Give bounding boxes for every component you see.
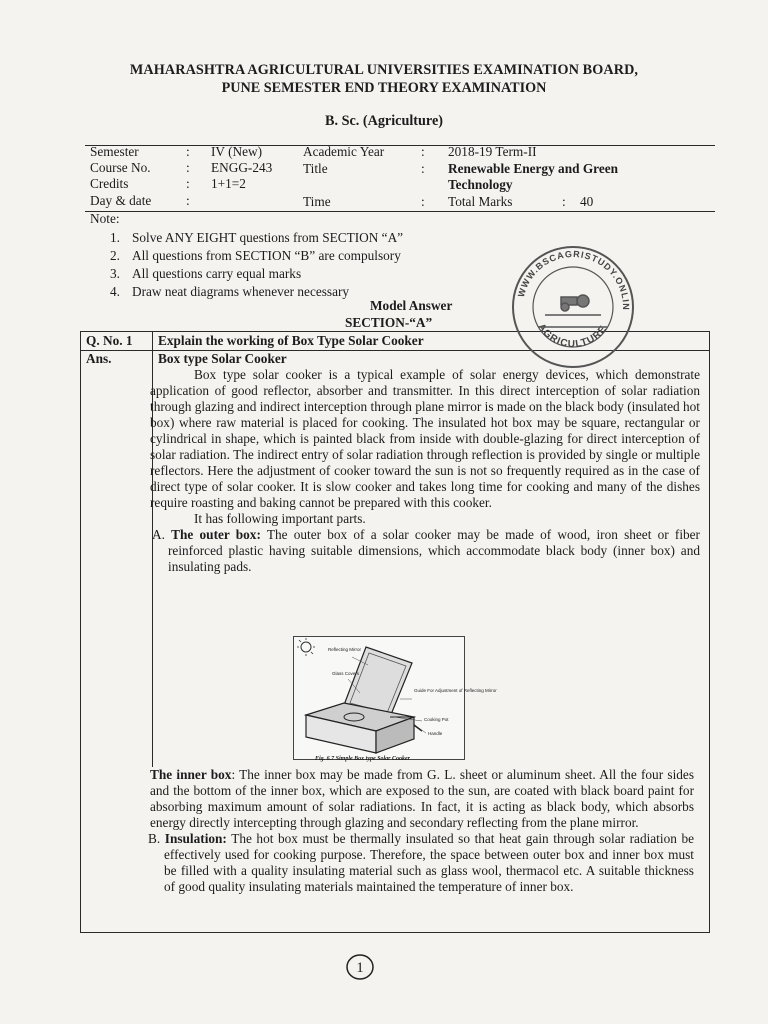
course-value: ENGG-243 xyxy=(211,160,273,175)
exam-title: PUNE SEMESTER END THEORY EXAMINATION xyxy=(221,80,547,96)
meta-bottom-rule xyxy=(85,211,715,212)
solar-cooker-figure xyxy=(293,636,497,760)
list-item: 3. All questions carry equal marks xyxy=(110,266,302,281)
svg-text:AGRICULTURE xyxy=(535,322,609,350)
answer-paragraph: Box type solar cooker is a typical example of solar energy devices, which demonstrate application of good reflector, absorber and transmitter. In this direct interception of solar radiation through glazing and indirect interception through plane mirror is made on the black body (insulated hot box) where raw material is placed for cooking. The insulated hot box may be square, rectangular or cylindrical in shape, which is painted black from inside with double-glazing for direct interception of solar radiation. The indirect entry of solar radiation through reflection is provided by single or multiple reflectors. Here the adjustment of cooker toward the sun is not so frequently required as in the case of direct type of solar cooker. It is slow cooker and takes long time for cooking and many of the dishes require roasting and baking cannot be prepared with this cooker. xyxy=(150,367,700,510)
meta-top-rule xyxy=(85,145,715,146)
page-number xyxy=(345,952,375,982)
label-reflecting-mirror: Reflecting Mirror xyxy=(328,647,362,652)
semester-value: IV (New) xyxy=(211,144,263,159)
tractor-icon xyxy=(539,295,607,327)
stamp-text-top: WWW.BSCAGRISTUDY.ONLIN xyxy=(515,248,632,311)
bscagristudy-stamp xyxy=(509,243,637,371)
semester-label: Semester xyxy=(90,144,139,159)
course-title-line2: Technology xyxy=(448,177,513,192)
label-cooking-pot: Cooking Pot xyxy=(424,717,449,722)
handle xyxy=(414,725,422,731)
answer-heading: Box type Solar Cooker xyxy=(158,351,287,366)
list-item: 2. All questions from SECTION “B” are compulsory xyxy=(110,248,401,263)
part-a: A. The outer box: The outer box of a solar cooker may be made of wood, iron sheet or fiber reinforced plastic having suitable dimensions, which accommodate black body (inner box) and insulating pads. xyxy=(152,527,700,574)
credits-label: Credits xyxy=(90,176,129,191)
sun-icon xyxy=(301,642,311,652)
answer-body-continued xyxy=(88,767,694,895)
section-heading: SECTION-“A” xyxy=(345,315,433,330)
title-label: Title xyxy=(303,161,328,176)
course-title-line1: Renewable Energy and Green xyxy=(448,161,619,176)
inner-box-paragraph: The inner box: The inner box may be made from G. L. sheet or aluminum sheet. All the four sides and the bottom of the inner box, which are exposed to the sun, are coated with black board paint for absorbing maximum amount of solar radiations. In fact, it is acting as black body, which absorbs energy directly intercepting through glazing and secondary reflecting from the plane mirror. xyxy=(150,767,694,830)
time-label: Time xyxy=(303,194,331,209)
total-marks-value: 40 xyxy=(580,194,594,209)
part-b: B. Insulation: The hot box must be thermally insulated so that heat gain through solar radiation be effectively used for cooking purpose. Therefore, the space between outer box and inner box must be filled with a quality insulating material such as glass wool, thermacol etc. A suitable thickness of good quality insulating materials maintained the temperature of inner box. xyxy=(148,831,694,894)
label-handle: Handle xyxy=(428,731,443,736)
meta-colon: : xyxy=(562,194,566,209)
answer-label: Ans. xyxy=(86,351,112,366)
figure-caption: Fig. 6.7 Simple Box type Solar Cooker xyxy=(315,756,411,762)
model-answer-heading: Model Answer xyxy=(370,298,453,313)
meta-colon: : xyxy=(186,144,190,159)
total-marks-label: Total Marks xyxy=(448,194,513,209)
list-item: 1. Solve ANY EIGHT questions from SECTION “A” xyxy=(110,230,404,245)
answer-paragraph: It has following important parts. xyxy=(194,511,366,526)
box-cooker-diagram xyxy=(294,637,497,759)
course-label: Course No. xyxy=(90,160,151,175)
board-title: MAHARASHTRA AGRICULTURAL UNIVERSITIES EXAMINATION BOARD, xyxy=(129,62,639,78)
label-glass-covers: Glass Covers xyxy=(332,671,360,676)
meta-colon: : xyxy=(186,193,190,208)
list-item: 4. Draw neat diagrams whenever necessary xyxy=(110,284,350,299)
stamp-seal xyxy=(509,243,637,371)
note-title: Note: xyxy=(90,211,120,226)
notes-list xyxy=(110,229,403,301)
label-guide: Guide For Adjustment of Reflecting Mirror xyxy=(414,688,497,693)
stamp-text-bottom: AGRICULTURE xyxy=(535,321,610,351)
meta-colon: : xyxy=(186,176,190,191)
question-number: Q. No. 1 xyxy=(86,333,133,348)
credits-value: 1+1=2 xyxy=(211,176,246,191)
answer-body xyxy=(150,367,700,575)
meta-colon: : xyxy=(421,194,425,209)
academic-year-label: Academic Year xyxy=(303,144,385,159)
question-text: Explain the working of Box Type Solar Cooker xyxy=(158,333,424,348)
academic-year-value: 2018-19 Term-II xyxy=(448,144,537,159)
meta-colon: : xyxy=(421,161,425,176)
degree-title: B. Sc. (Agriculture) xyxy=(325,113,443,129)
sun-rays xyxy=(297,638,315,656)
meta-colon: : xyxy=(421,144,425,159)
meta-colon: : xyxy=(186,160,190,175)
page-number-text: 1 xyxy=(356,960,364,976)
day-date-label: Day & date xyxy=(90,193,152,208)
